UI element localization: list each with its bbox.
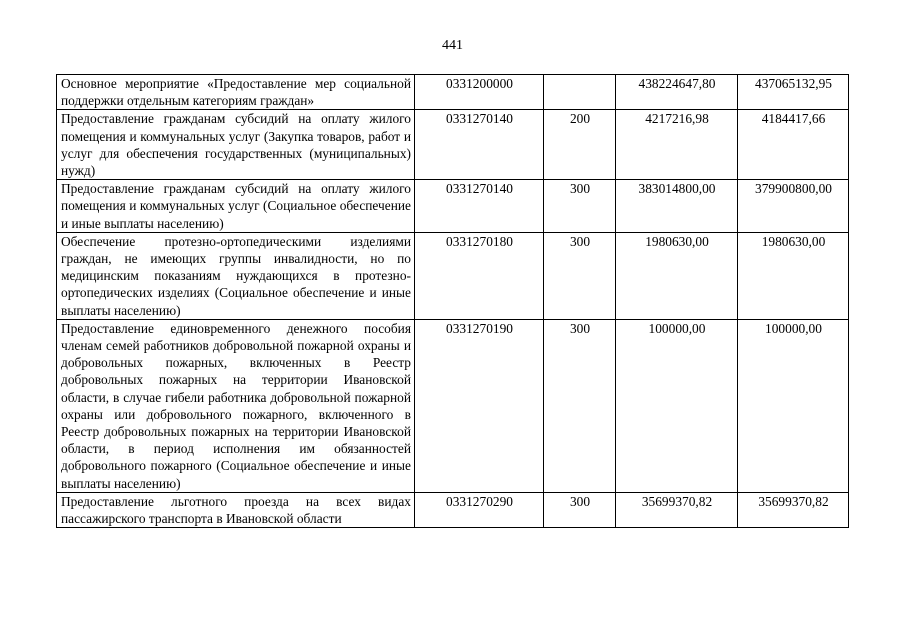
row-amount-1-cell: 35699370,82 bbox=[616, 492, 738, 527]
table-row bbox=[57, 492, 849, 527]
row-amount-1-cell: 4217216,98 bbox=[616, 110, 738, 180]
row-type-cell: 200 bbox=[544, 110, 616, 180]
row-name-cell: Предоставление гражданам субсидий на оплату жилого помещения и коммунальных услуг (Социальное обеспечение и иные выплаты населению) bbox=[57, 180, 415, 233]
row-type-cell: 300 bbox=[544, 319, 616, 492]
table-row bbox=[57, 319, 849, 492]
row-code-cell: 0331200000 bbox=[415, 75, 544, 110]
row-code-cell: 0331270190 bbox=[415, 319, 544, 492]
row-name-cell: Основное мероприятие «Предоставление мер социальной поддержки отдельным категориям граждан» bbox=[57, 75, 415, 110]
table-row bbox=[57, 180, 849, 233]
row-name-cell: Обеспечение протезно-ортопедическими изделиями граждан, не имеющих группы инвалидности, но по медицинским показаниям нуждающихся в протезно-ортопедических изделиях (Социальное обеспечение и иные выплаты населению) bbox=[57, 232, 415, 319]
budget-table bbox=[56, 74, 849, 528]
row-amount-1-cell: 100000,00 bbox=[616, 319, 738, 492]
row-code-cell: 0331270290 bbox=[415, 492, 544, 527]
row-type-cell: 300 bbox=[544, 492, 616, 527]
row-type-cell: 300 bbox=[544, 180, 616, 233]
row-code-cell: 0331270140 bbox=[415, 180, 544, 233]
row-amount-2-cell: 379900800,00 bbox=[738, 180, 849, 233]
row-amount-1-cell: 383014800,00 bbox=[616, 180, 738, 233]
row-amount-1-cell: 438224647,80 bbox=[616, 75, 738, 110]
row-amount-2-cell: 437065132,95 bbox=[738, 75, 849, 110]
row-name-cell: Предоставление единовременного денежного пособия членам семей работников добровольной пожарной охраны и добровольных пожарных, включенных в Реестр добровольных пожарных на территории Ивановской области, в случае гибели работника добровольной пожарной охраны или добровольного пожарного, включенного в Реестр добровольных пожарных на территории Ивановской области, в период исполнения им обязанностей добровольного пожарного (Социальное обеспечение и иные выплаты населению) bbox=[57, 319, 415, 492]
row-amount-2-cell: 35699370,82 bbox=[738, 492, 849, 527]
table-row bbox=[57, 110, 849, 180]
page-number: 441 bbox=[442, 38, 463, 53]
table-row bbox=[57, 232, 849, 319]
table-row bbox=[57, 75, 849, 110]
row-code-cell: 0331270180 bbox=[415, 232, 544, 319]
row-name-cell: Предоставление гражданам субсидий на оплату жилого помещения и коммунальных услуг (Закупка товаров, работ и услуг для обеспечения государственных (муниципальных) нужд) bbox=[57, 110, 415, 180]
row-type-cell: 300 bbox=[544, 232, 616, 319]
row-type-cell bbox=[544, 75, 616, 110]
row-amount-2-cell: 100000,00 bbox=[738, 319, 849, 492]
row-amount-2-cell: 4184417,66 bbox=[738, 110, 849, 180]
row-code-cell: 0331270140 bbox=[415, 110, 544, 180]
row-name-cell: Предоставление льготного проезда на всех видах пассажирского транспорта в Ивановской области bbox=[57, 492, 415, 527]
row-amount-2-cell: 1980630,00 bbox=[738, 232, 849, 319]
row-amount-1-cell: 1980630,00 bbox=[616, 232, 738, 319]
